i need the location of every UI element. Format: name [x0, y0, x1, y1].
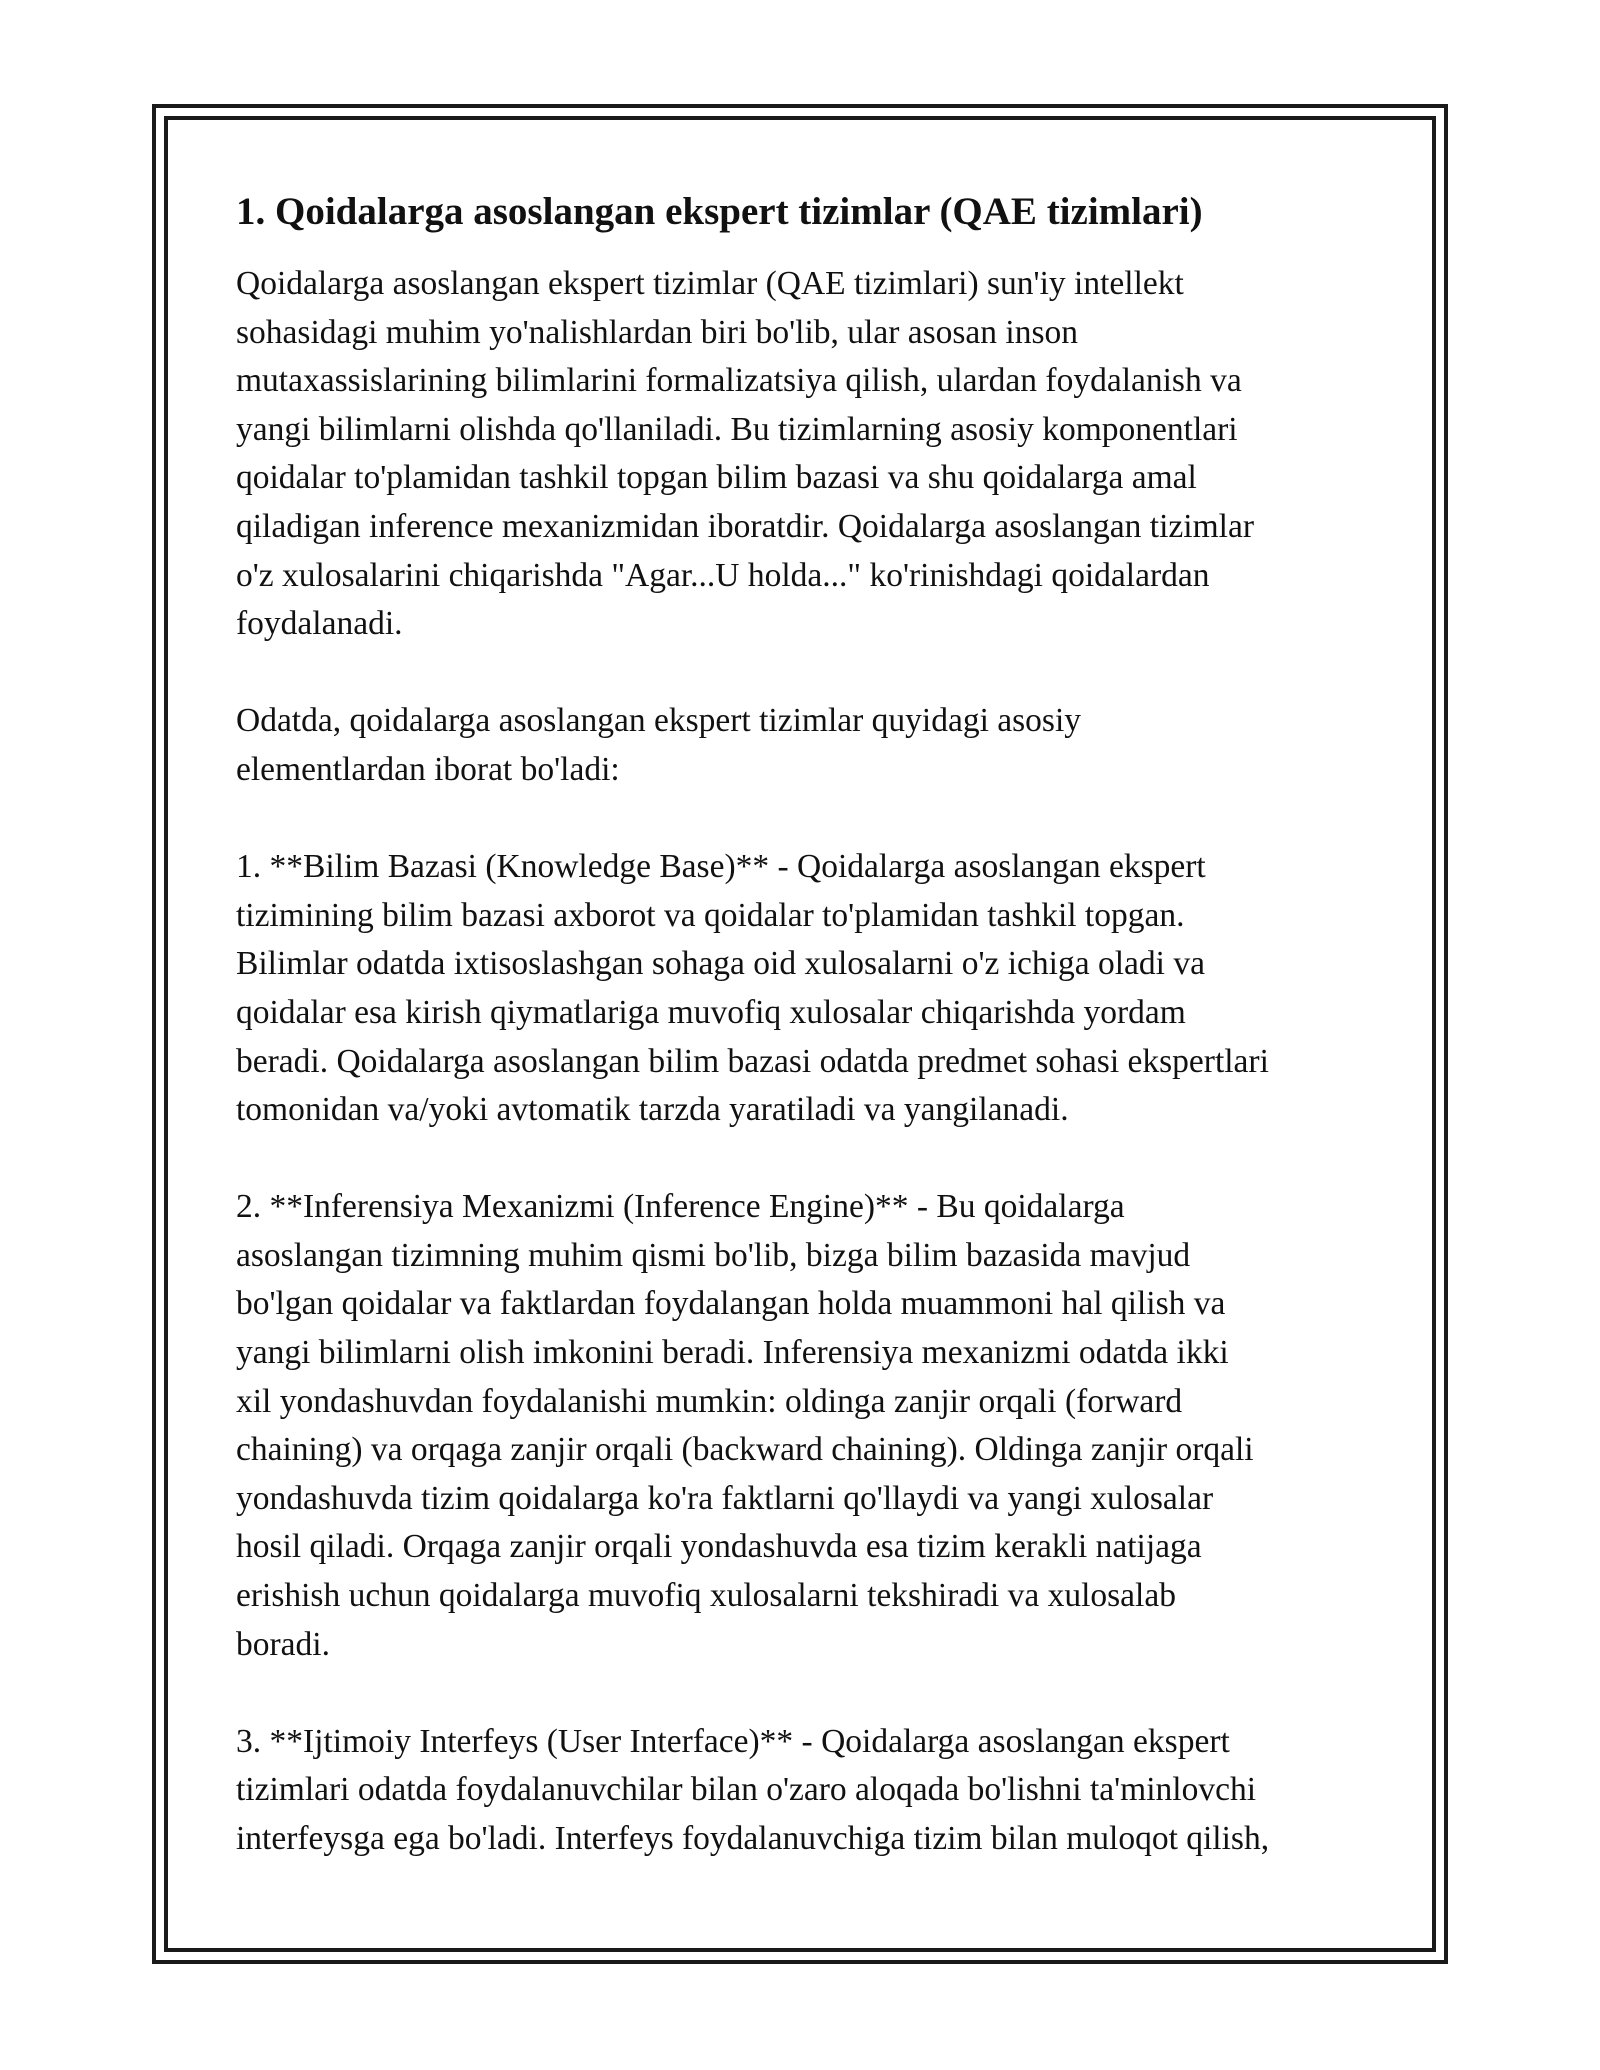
text-line: interfeysga ega bo'ladi. Interfeys foydalanuvchiga tizim bilan muloqot qilish,	[236, 1820, 1270, 1857]
text-line: qiladigan inference mexanizmidan iboratdir. Qoidalarga asoslangan tizimlar	[236, 507, 1254, 545]
section-heading: 1. Qoidalarga asoslangan ekspert tizimlar (QAE tizimlari)	[236, 190, 1203, 233]
text-line: boradi.	[236, 1625, 330, 1663]
text-line: foydalanadi.	[236, 605, 403, 643]
text-line: Bilimlar odatda ixtisoslashgan sohaga oid xulosalarni o'z ichiga oladi va	[236, 945, 1205, 983]
text-line: chaining) va orqaga zanjir orqali (backward chaining). Oldinga zanjir orqali	[236, 1431, 1254, 1469]
paragraph-elements-intro	[236, 697, 1376, 794]
text-line: tizimlari odatda foydalanuvchilar bilan o'zaro aloqada bo'lishni ta'minlovchi	[236, 1771, 1256, 1809]
text-line: mutaxassislarining bilimlarini formalizatsiya qilish, ulardan foydalanish va	[236, 362, 1242, 400]
paragraph-gap	[236, 795, 1376, 844]
paragraph-gap	[236, 649, 1376, 698]
paragraph-user-interface	[236, 1718, 1376, 1864]
text-line: 1. **Bilim Bazasi (Knowledge Base)** - Qoidalarga asoslangan ekspert	[236, 848, 1206, 886]
text-line: erishish uchun qoidalarga muvofiq xulosalarni tekshiradi va xulosalab	[236, 1577, 1176, 1615]
text-line: elementlardan iborat bo'ladi:	[236, 750, 620, 788]
text-line: 3. **Ijtimoiy Interfeys (User Interface)** - Qoidalarga asoslangan ekspert	[236, 1722, 1230, 1760]
paragraph-gap	[236, 1669, 1376, 1718]
text-line: sohasidagi muhim yo'nalishlardan biri bo'lib, ular asosan inson	[236, 313, 1079, 351]
text-line: qoidalar to'plamidan tashkil topgan bilim bazasi va shu qoidalarga amal	[236, 459, 1197, 497]
text-line: Odatda, qoidalarga asoslangan ekspert tizimlar quyidagi asosiy	[236, 702, 1082, 740]
paragraph-inference-engine	[236, 1183, 1376, 1669]
text-line: o'z xulosalarini chiqarishda "Agar...U holda..." ko'rinishdagi qoidalardan	[236, 556, 1210, 594]
text-line: beradi. Qoidalarga asoslangan bilim bazasi odatda predmet sohasi ekspertlari	[236, 1042, 1269, 1080]
text-line: tomonidan va/yoki avtomatik tarzda yaratiladi va yangilanadi.	[236, 1091, 1069, 1129]
text-line: asoslangan tizimning muhim qismi bo'lib, bizga bilim bazasida mavjud	[236, 1236, 1191, 1274]
text-line: xil yondashuvdan foydalanishi mumkin: oldinga zanjir orqali (forward	[236, 1382, 1183, 1420]
text-line: Qoidalarga asoslangan ekspert tizimlar (QAE tizimlari) sun'iy intellekt	[236, 265, 1184, 302]
paragraph-knowledge-base	[236, 843, 1376, 1135]
text-line: bo'lgan qoidalar va faktlardan foydalangan holda muammoni hal qilish va	[236, 1285, 1226, 1323]
text-line: tizimining bilim bazasi axborot va qoidalar to'plamidan tashkil topgan.	[236, 896, 1185, 934]
document-body	[236, 186, 1376, 1864]
text-line: qoidalar esa kirish qiymatlariga muvofiq xulosalar chiqarishda yordam	[236, 993, 1186, 1031]
text-line: yangi bilimlarni olish imkonini beradi. Inferensiya mexanizmi odatda ikki	[236, 1334, 1229, 1372]
text-line: 2. **Inferensiya Mexanizmi (Inference Engine)** - Bu qoidalarga	[236, 1188, 1125, 1226]
text-line: yondashuvda tizim qoidalarga ko'ra faktlarni qo'llaydi va yangi xulosalar	[236, 1479, 1214, 1517]
text-line: hosil qiladi. Orqaga zanjir orqali yondashuvda esa tizim kerakli natijaga	[236, 1528, 1202, 1566]
paragraph-gap	[236, 1135, 1376, 1184]
text-line: yangi bilimlarni olishda qo'llaniladi. Bu tizimlarning asosiy komponentlari	[236, 410, 1238, 448]
paragraph-intro	[236, 260, 1376, 649]
